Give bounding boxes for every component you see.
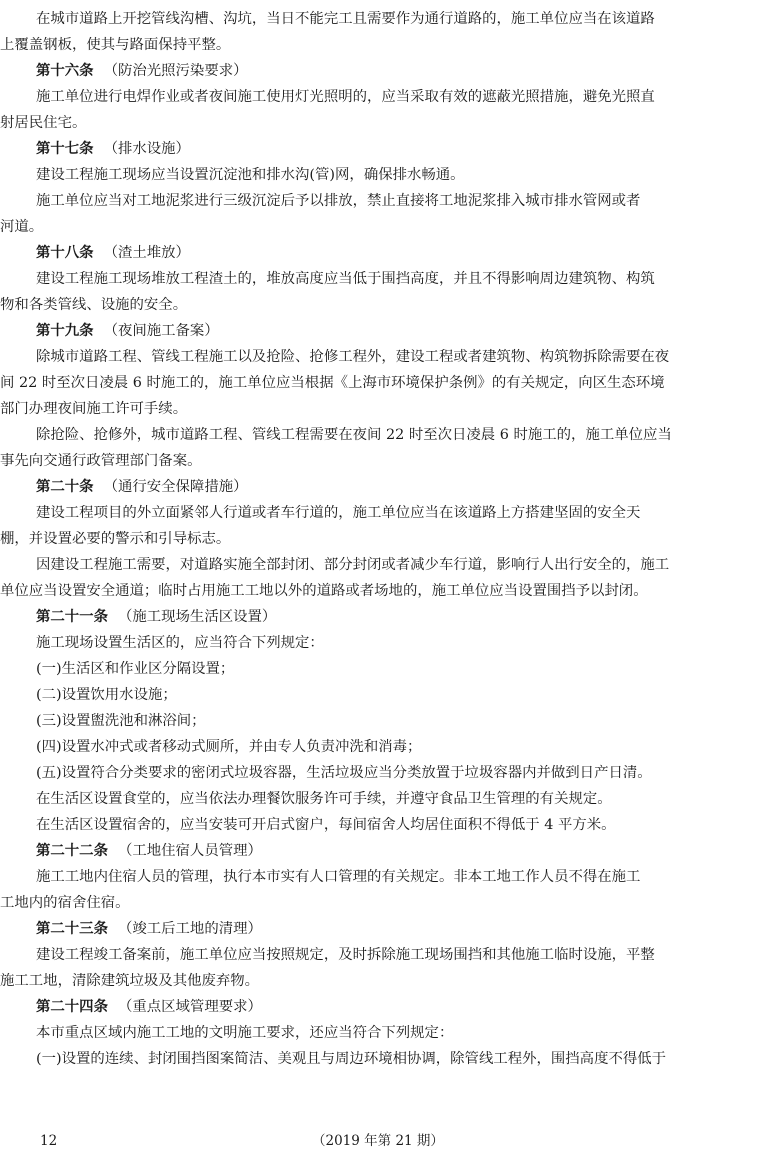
text-line: 建设工程施工现场堆放工程渣土的，堆放高度应当低于围挡高度，并且不得影响周边建筑物、构筑 bbox=[36, 271, 655, 287]
text-line: 施工现场设置生活区的，应当符合下列规定： bbox=[36, 635, 324, 651]
article-number: 第二十条 bbox=[36, 478, 94, 495]
text-line: (三)设置盥洗池和淋浴间； bbox=[36, 713, 206, 729]
paragraph bbox=[36, 812, 752, 838]
article-heading bbox=[36, 58, 752, 84]
text-line: 在生活区设置食堂的，应当依法办理餐饮服务许可手续，并遵守食品卫生管理的有关规定。 bbox=[36, 791, 612, 807]
text-line: 工地内的宿舍住宿。 bbox=[0, 895, 130, 911]
article-number: 第十九条 bbox=[36, 322, 94, 339]
paragraph bbox=[36, 682, 752, 708]
paragraph bbox=[0, 500, 752, 552]
heading-line bbox=[36, 994, 752, 1020]
article-heading bbox=[36, 136, 752, 162]
heading-line bbox=[36, 240, 752, 266]
text-line: 施工工地内住宿人员的管理，执行本市实有人口管理的有关规定。非本工地工作人员不得在施工 bbox=[36, 869, 641, 885]
heading-line bbox=[36, 58, 752, 84]
heading-line bbox=[36, 604, 752, 630]
paragraph bbox=[0, 84, 752, 136]
paragraph bbox=[36, 708, 752, 734]
article-number: 第十七条 bbox=[36, 140, 94, 157]
article-number: 第二十四条 bbox=[36, 998, 108, 1015]
heading-line bbox=[36, 838, 752, 864]
paragraph bbox=[36, 656, 752, 682]
paragraph bbox=[36, 734, 752, 760]
article-heading bbox=[36, 994, 752, 1020]
text-line: 建设工程项目的外立面紧邻人行道或者车行道的，施工单位应当在该道路上方搭建坚固的安全天 bbox=[36, 505, 641, 521]
text-line: 在城市道路上开挖管线沟槽、沟坑，当日不能完工且需要作为通行道路的，施工单位应当在该道路 bbox=[36, 11, 655, 27]
text-line: 物和各类管线、设施的安全。 bbox=[0, 297, 188, 313]
article-title: （工地住宿人员管理） bbox=[117, 843, 262, 859]
page-number: 12 bbox=[40, 1133, 58, 1149]
article-title: （渣土堆放） bbox=[103, 245, 190, 261]
article-title: （重点区域管理要求） bbox=[117, 999, 262, 1015]
text-line: 部门办理夜间施工许可手续。 bbox=[0, 401, 188, 417]
article-title: （防治光照污染要求） bbox=[103, 63, 248, 79]
paragraph bbox=[0, 422, 752, 474]
text-line: (五)设置符合分类要求的密闭式垃圾容器，生活垃圾应当分类放置于垃圾容器内并做到日产日清。 bbox=[36, 765, 652, 781]
paragraph bbox=[0, 864, 752, 916]
text-line: 在生活区设置宿舍的，应当安装可开启式窗户，每间宿舍人均居住面积不得低于 4 平方米。 bbox=[36, 817, 616, 833]
paragraph bbox=[36, 760, 752, 786]
text-line: 施工单位应当对工地泥浆进行三级沉淀后予以排放，禁止直接将工地泥浆排入城市排水管网或者 bbox=[36, 193, 641, 209]
article-title: （夜间施工备案） bbox=[103, 323, 219, 339]
text-line: 建设工程施工现场应当设置沉淀池和排水沟(管)网，确保排水畅通。 bbox=[36, 167, 465, 183]
paragraph bbox=[36, 1046, 752, 1072]
text-line: 单位应当设置安全通道；临时占用施工工地以外的道路或者场地的，施工单位应当设置围挡予以封闭。 bbox=[0, 583, 648, 599]
text-line: 射居民住宅。 bbox=[0, 115, 87, 131]
text-line: (一)生活区和作业区分隔设置； bbox=[36, 661, 235, 677]
paragraph bbox=[36, 162, 752, 188]
text-line: 除抢险、抢修外，城市道路工程、管线工程需要在夜间 22 时至次日凌晨 6 时施工的，施工单位应当 bbox=[36, 427, 672, 443]
article-number: 第十六条 bbox=[36, 62, 94, 79]
article-title: （通行安全保障措施） bbox=[103, 479, 248, 495]
issue-label: （2019 年第 21 期） bbox=[312, 1133, 444, 1149]
text-line: 河道。 bbox=[0, 219, 44, 235]
text-line: 上覆盖钢板，使其与路面保持平整。 bbox=[0, 37, 231, 53]
text-line: 本市重点区域内施工工地的文明施工要求，还应当符合下列规定： bbox=[36, 1025, 454, 1041]
article-heading bbox=[36, 838, 752, 864]
text-line: 间 22 时至次日凌晨 6 时施工的，施工单位应当根据《上海市环境保护条例》的有关规定，向区生态环境 bbox=[0, 375, 665, 391]
text-line: (四)设置水冲式或者移动式厕所，并由专人负责冲洗和消毒； bbox=[36, 739, 422, 755]
article-heading bbox=[36, 604, 752, 630]
text-line: 施工工地，清除建筑垃圾及其他废弃物。 bbox=[0, 973, 260, 989]
text-line: 施工单位进行电焊作业或者夜间施工使用灯光照明的，应当采取有效的遮蔽光照措施，避免光照直 bbox=[36, 89, 655, 105]
paragraph bbox=[0, 942, 752, 994]
text-line: 因建设工程施工需要，对道路实施全部封闭、部分封闭或者减少车行道，影响行人出行安全的，施工 bbox=[36, 557, 670, 573]
paragraph bbox=[0, 344, 752, 422]
article-heading bbox=[36, 474, 752, 500]
heading-line bbox=[36, 916, 752, 942]
article-number: 第十八条 bbox=[36, 244, 94, 261]
text-line: 建设工程竣工备案前，施工单位应当按照规定，及时拆除施工现场围挡和其他施工临时设施，平整 bbox=[36, 947, 655, 963]
page-footer bbox=[0, 1130, 766, 1152]
paragraph bbox=[36, 630, 752, 656]
document-body bbox=[0, 6, 752, 1072]
article-title: （竣工后工地的清理） bbox=[117, 921, 262, 937]
text-line: (一)设置的连续、封闭围挡图案简洁、美观且与周边环境相协调，除管线工程外，围挡高度不得低于 bbox=[36, 1051, 667, 1067]
heading-line bbox=[36, 318, 752, 344]
article-title: （施工现场生活区设置） bbox=[117, 609, 277, 625]
paragraph bbox=[36, 1020, 752, 1046]
article-heading bbox=[36, 318, 752, 344]
text-line: 棚，并设置必要的警示和引导标志。 bbox=[0, 531, 231, 547]
article-number: 第二十三条 bbox=[36, 920, 108, 937]
heading-line bbox=[36, 136, 752, 162]
article-title: （排水设施） bbox=[103, 141, 190, 157]
article-number: 第二十一条 bbox=[36, 608, 108, 625]
paragraph bbox=[36, 786, 752, 812]
paragraph bbox=[0, 552, 752, 604]
paragraph bbox=[0, 266, 752, 318]
heading-line bbox=[36, 474, 752, 500]
article-number: 第二十二条 bbox=[36, 842, 108, 859]
paragraph bbox=[0, 6, 752, 58]
article-heading bbox=[36, 916, 752, 942]
text-line: 事先向交通行政管理部门备案。 bbox=[0, 453, 202, 469]
article-heading bbox=[36, 240, 752, 266]
paragraph bbox=[0, 188, 752, 240]
text-line: 除城市道路工程、管线工程施工以及抢险、抢修工程外，建设工程或者建筑物、构筑物拆除需要在夜 bbox=[36, 349, 670, 365]
text-line: (二)设置饮用水设施； bbox=[36, 687, 177, 703]
